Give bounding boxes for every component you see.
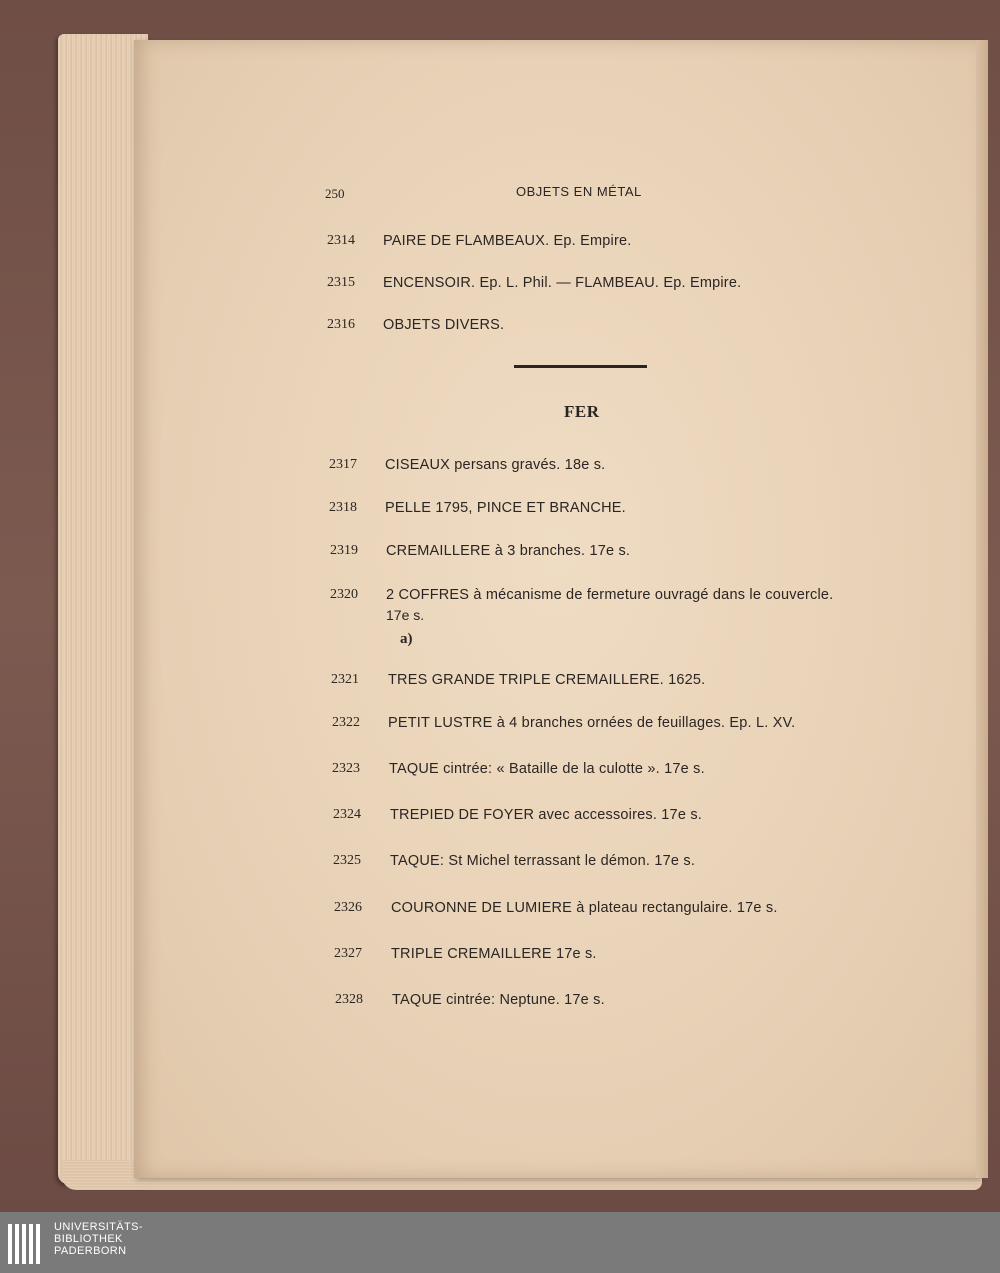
library-name-line: PADERBORN — [54, 1245, 127, 1257]
entry-text: PAIRE DE FLAMBEAUX. Ep. Empire. — [383, 233, 632, 249]
entry-text: OBJETS DIVERS. — [383, 317, 505, 333]
entry-number: 2323 — [332, 761, 360, 776]
section-divider — [514, 365, 647, 368]
entry-text: ENCENSOIR. Ep. L. Phil. — FLAMBEAU. Ep. Empire. — [383, 275, 742, 291]
entry-text: TAQUE cintrée: Neptune. 17e s. — [392, 992, 605, 1008]
entry-number: 2324 — [333, 807, 361, 822]
entry-text: TRIPLE CREMAILLERE 17e s. — [391, 946, 597, 962]
entry-text: CISEAUX persans gravés. 18e s. — [385, 457, 606, 473]
entry-continuation: 17e s. — [386, 607, 425, 623]
entry-number: 2328 — [335, 992, 363, 1007]
entry-number: 2316 — [327, 317, 355, 332]
page-right-edge — [976, 40, 988, 1178]
library-name — [54, 1221, 143, 1257]
entry-text: TAQUE cintrée: « Bataille de la culotte ». 17e s. — [389, 761, 705, 777]
entry-number: 2317 — [329, 457, 357, 472]
entry-text: TRES GRANDE TRIPLE CREMAILLERE. 1625. — [388, 672, 706, 688]
entry-text: COURONNE DE LUMIERE à plateau rectangulaire. 17e s. — [391, 900, 778, 916]
entry-number: 2322 — [332, 715, 360, 730]
library-name-line: UNIVERSITÄTS- — [54, 1221, 143, 1233]
section-title: FER — [564, 402, 600, 421]
header-title: OBJETS EN MÉTAL — [516, 184, 642, 199]
entry-number: 2326 — [334, 900, 362, 915]
library-footer — [0, 1212, 1000, 1273]
entry-number: 2315 — [327, 275, 355, 290]
entry-number: 2318 — [329, 500, 357, 515]
page-number: 250 — [325, 186, 345, 201]
sub-label: a) — [400, 631, 413, 647]
entry-text: PELLE 1795, PINCE ET BRANCHE. — [385, 500, 626, 516]
entry-text: TREPIED DE FOYER avec accessoires. 17e s. — [390, 807, 702, 823]
library-name-line: BIBLIOTHEK — [54, 1233, 123, 1245]
entry-text: TAQUE: St Michel terrassant le démon. 17e s. — [390, 853, 696, 869]
running-head — [0, 184, 1000, 204]
entry-text: 2 COFFRES à mécanisme de fermeture ouvragé dans le couvercle. — [386, 587, 834, 603]
entry-text: PETIT LUSTRE à 4 branches ornées de feuillages. Ep. L. XV. — [388, 715, 796, 731]
entry-text: CREMAILLERE à 3 branches. 17e s. — [386, 543, 631, 559]
entry-number: 2319 — [330, 543, 358, 558]
entry-number: 2320 — [330, 587, 358, 602]
entry-number: 2314 — [327, 233, 355, 248]
entry-number: 2325 — [333, 853, 361, 868]
entry-number: 2327 — [334, 946, 362, 961]
library-logo-icon — [8, 1222, 44, 1266]
entry-number: 2321 — [331, 672, 359, 687]
